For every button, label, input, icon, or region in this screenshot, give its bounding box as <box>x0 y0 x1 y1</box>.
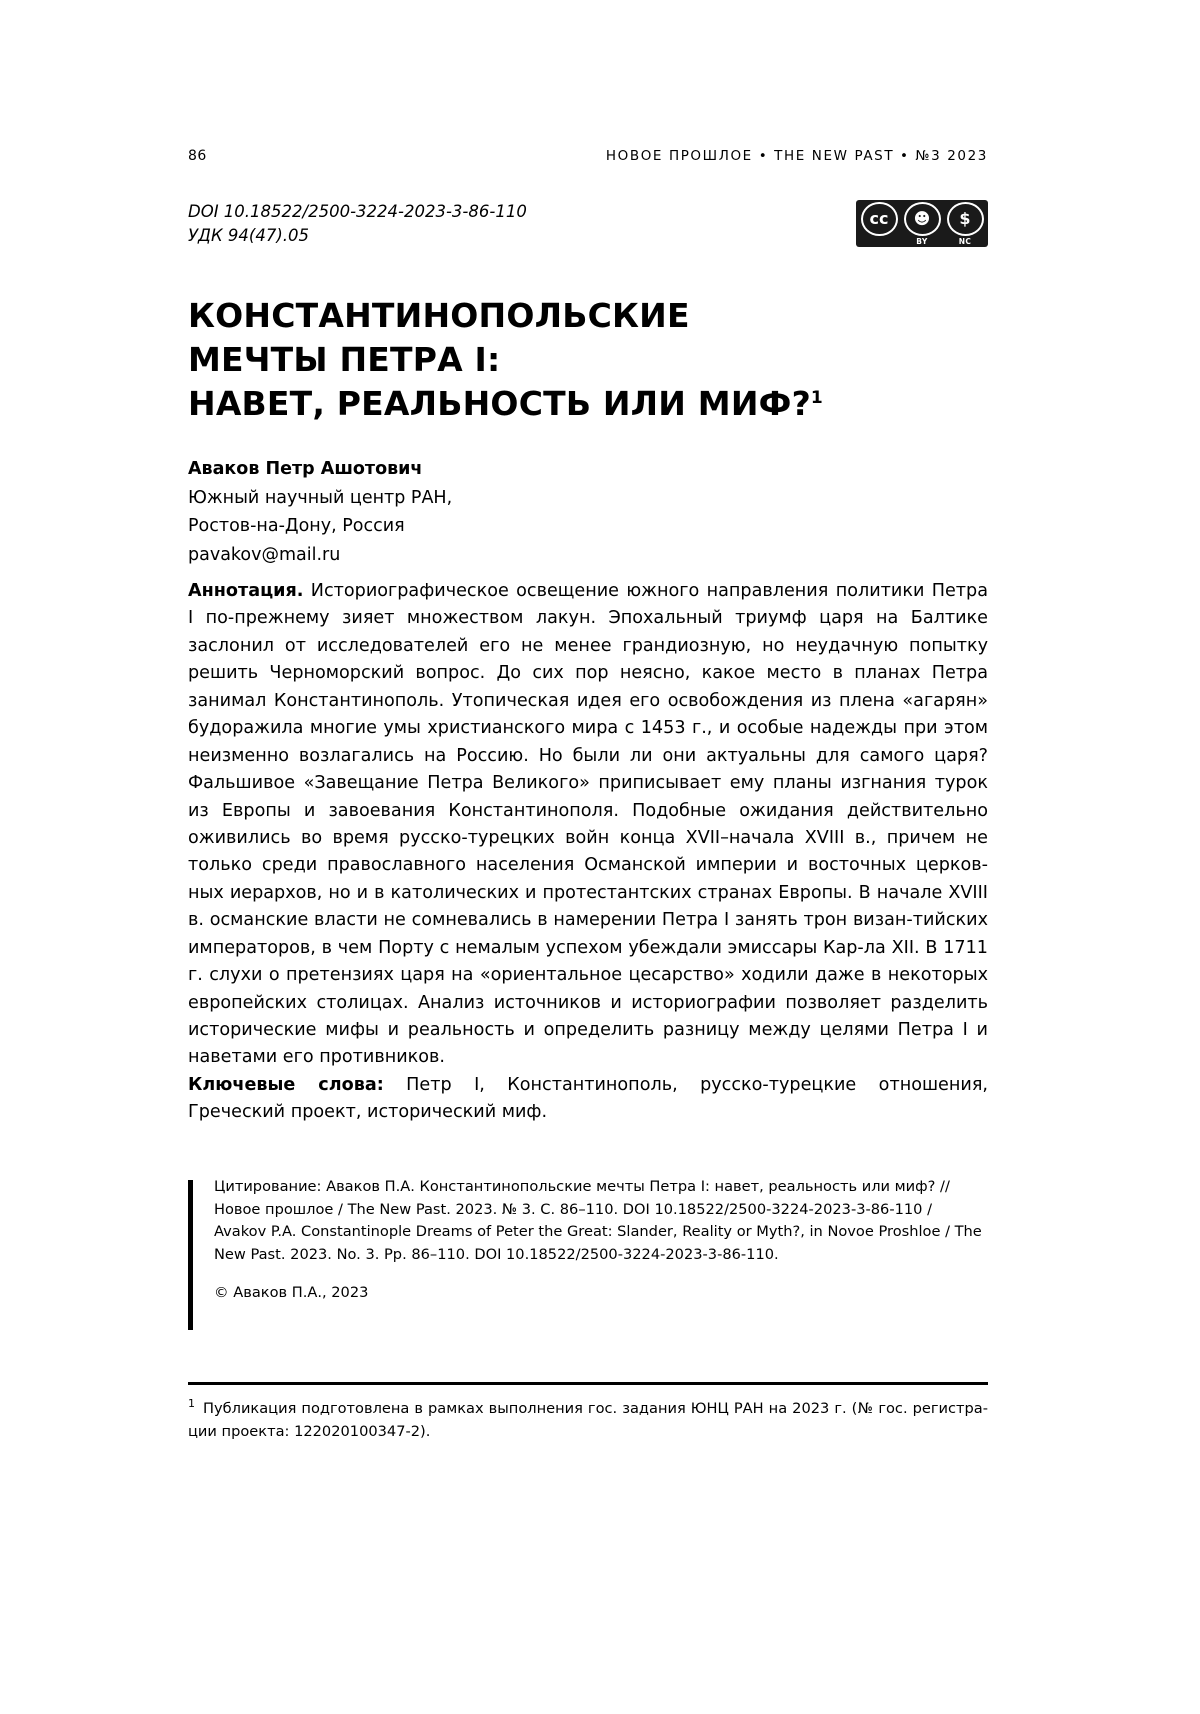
cc-by-icon <box>903 202 941 246</box>
author-name: Аваков Петр Ашотович <box>188 459 423 479</box>
footnote-text: Публикация подготовлена в рамках выполнения гос. задания ЮНЦ РАН на 2023 г. (№ гос. регистра-ции проекта: 122020100347-2). <box>188 1400 988 1440</box>
author-affiliation: Южный научный центр РАН, <box>188 487 453 508</box>
doi-line: DOI 10.18522/2500-3224-2023-3-86-110 <box>188 202 527 221</box>
keywords-block <box>188 1072 988 1127</box>
title-line-2: МЕЧТЫ ПЕТРА I: <box>188 339 501 379</box>
cc-nc-label: NC <box>958 236 972 246</box>
cc-by-label: BY <box>916 236 928 246</box>
author-email: pavakov@mail.ru <box>188 544 341 565</box>
abstract-text: Историографическое освещение южного направления политики Петра I по-прежнему зияет множеством лакун. Эпохальный триумф царя на Балтике заслонил от исследователей его не менее грандиозную, но неудачную попытку решить Черноморский вопрос. До сих пор неясно, какое место в планах Петра занимал Константинополь. Утопическая идея его освобождения из плена «агарян» будоражила многие умы христианского мира с 1453 г., и особые надежды при этом неизменно возлагались на Россию. Но были ли они актуальны для самого царя? Фальшивое «Завещание Петра Великого» приписывает ему планы изгнания турок из Европы и завоевания Константинополя. Подобные ожидания действительно оживились во время русско-турецких войн конца XVII–начала XVIII в., причем не только среди православного населения Османской империи и восточных церков-ных иерархов, но и в католических и протестантских странах Европы. В начале XVIII в. османские власти не сомневались в намерении Петра I занять трон визан-тийских императоров, в чем Порту с немалым успехом убеждали эмиссары Кар-ла XII. В 1711 г. слухи о претензиях царя на «ориентальное цесарство» ходили даже в некоторых европейских столицах. Анализ источников и историографии позволяет разделить исторические мифы и реальность и определить разницу между целями Петра I и наветами его противников. <box>188 581 988 1068</box>
title-line-3: НАВЕТ, РЕАЛЬНОСТЬ ИЛИ МИФ? <box>188 383 811 423</box>
journal-title-line: НОВОЕ ПРОШЛОЕ • THE NEW PAST • №3 2023 <box>605 148 988 164</box>
cc-nc-icon <box>946 202 984 246</box>
title-line-1: КОНСТАНТИНОПОЛЬСКИЕ <box>188 296 690 336</box>
no-commercial-glyph: $ <box>947 202 984 236</box>
author-city: Ростов-на-Дону, Россия <box>188 516 405 537</box>
keywords-label: Ключевые слова: <box>188 1075 384 1095</box>
cc-glyph: cc <box>861 202 898 237</box>
title-footnote-marker: 1 <box>810 387 823 408</box>
person-glyph: ☻ <box>904 202 941 236</box>
author-block <box>188 455 888 569</box>
page-title <box>188 294 948 426</box>
citation-text: Цитирование: Аваков П.А. Константинопольские мечты Петра I: навет, реальность или миф? // Новое прошлое / The New Past. 2023. № 3. С. 86–110. DOI 10.18522/2500-3224-2023-3-86-110 / Avakov P.A. Constantinople Dreams of Peter the Great: Slander, Reality or Myth?, in Novoe Proshloe / The New Past. 2023. No. 3. Pp. 86–110. DOI 10.18522/2500-3224-2023-3-86-110. <box>214 1178 982 1263</box>
creative-commons-badge <box>856 200 988 247</box>
citation-block <box>188 1176 988 1301</box>
footnote-marker: 1 <box>188 1397 195 1411</box>
page-number: 86 <box>188 148 207 164</box>
cc-icon <box>860 202 898 246</box>
identifier-block <box>188 200 527 248</box>
footnote-separator <box>188 1382 988 1385</box>
citation-rule <box>188 1180 193 1330</box>
abstract-label: Аннотация. <box>188 581 304 601</box>
abstract-block <box>188 578 988 1072</box>
running-head <box>188 148 988 168</box>
copyright-line: © Аваков П.А., 2023 <box>214 1284 369 1302</box>
keywords-text: Петр I, Константинополь, русско-турецкие отношения, Греческий проект, исторический миф. <box>188 1075 988 1123</box>
footnote-block <box>188 1398 988 1443</box>
udk-line: УДК 94(47).05 <box>188 225 310 245</box>
